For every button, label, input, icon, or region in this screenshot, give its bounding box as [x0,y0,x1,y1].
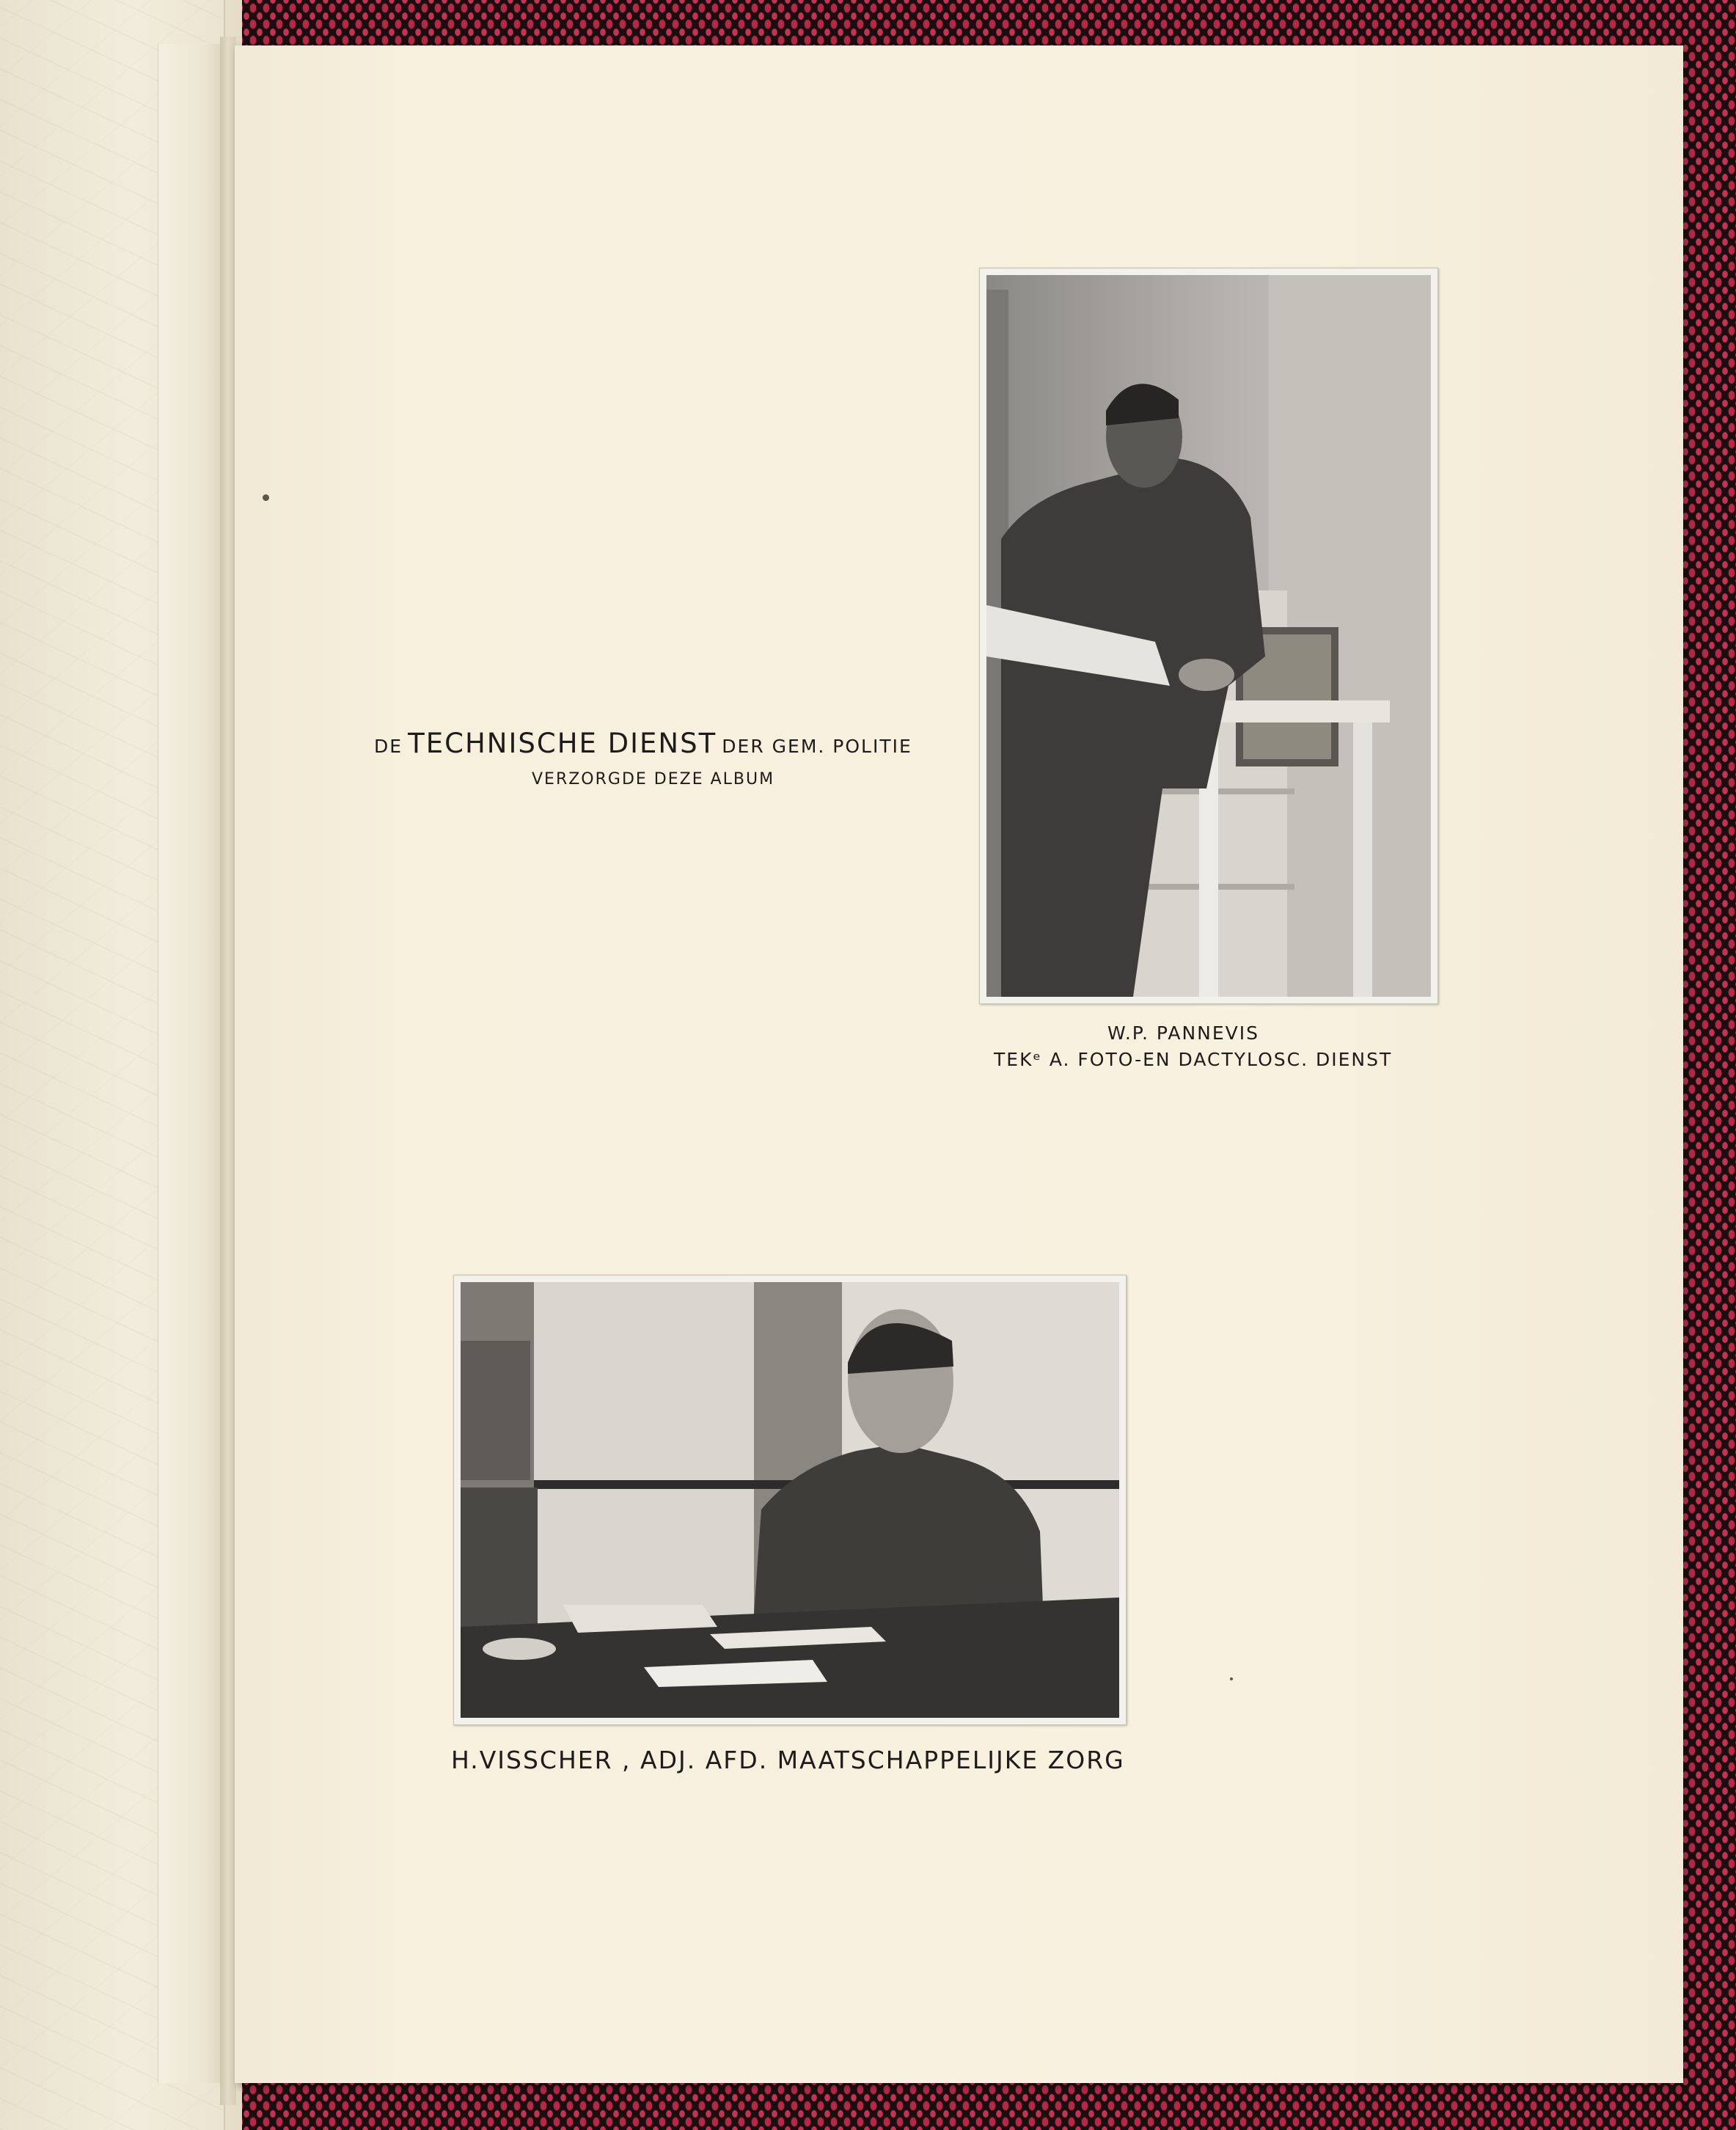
left-flyleaf [0,0,242,2130]
intro-tail: DER GEM. POLITIE [722,736,912,757]
page-speck [263,494,269,501]
album-page [235,45,1683,2083]
tissue-strip [158,44,224,2083]
photo-man-at-desk [461,1282,1119,1718]
photo-bottom-caption: H.VISSCHER , ADJ. AFD. MAATSCHAPPELIJKE ZORG [451,1746,1125,1774]
album-gutter [220,37,236,2105]
intro-line-1 [374,728,912,759]
photo-top-mount [979,268,1438,1004]
intro-lead: DE [374,736,403,757]
photo-fingerprint-technician [986,275,1431,997]
photo-top-caption-name: W.P. PANNEVIS [1107,1022,1259,1044]
intro-line-2: VERZORGDE DEZE ALBUM [532,770,775,788]
photo-bottom-mount [453,1275,1127,1725]
page-speck [1230,1677,1233,1680]
intro-title: TECHNISCHE DIENST [408,728,717,759]
photo-top-caption-role: TEKᵉ A. FOTO-EN DACTYLOSC. DIENST [994,1049,1393,1070]
